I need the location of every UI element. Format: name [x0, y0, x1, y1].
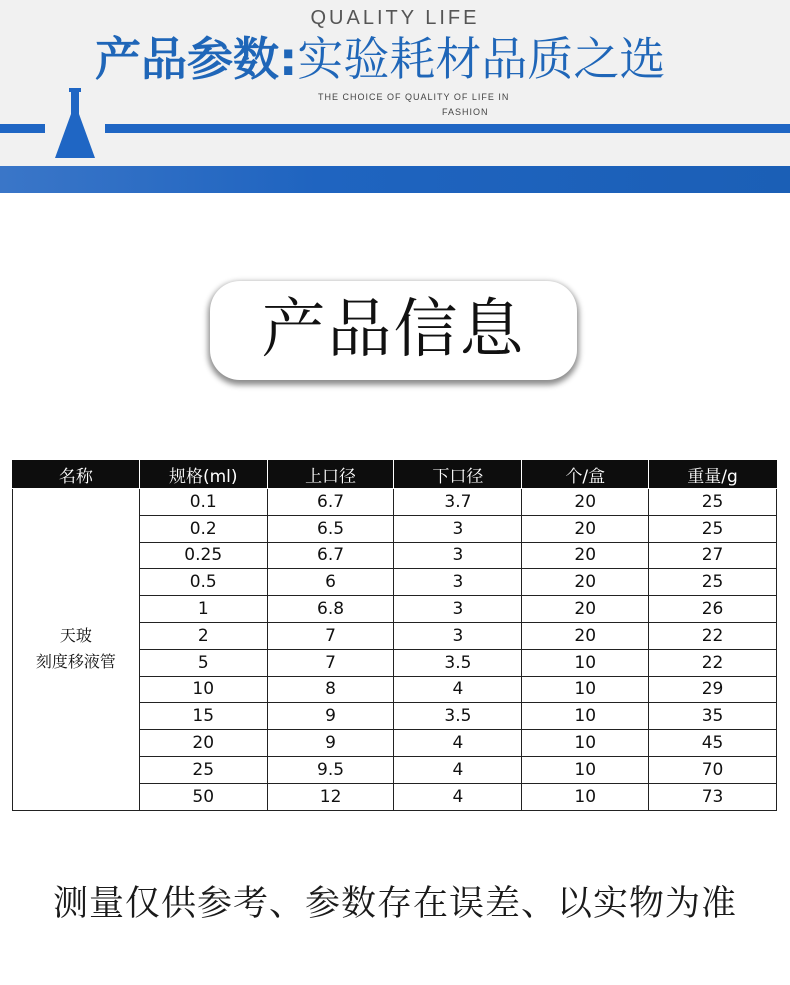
column-header-spec: 规格(ml) — [139, 461, 267, 489]
cell-weight: 25 — [649, 489, 777, 516]
cell-per-box: 10 — [522, 676, 649, 703]
cell-bottom-diameter: 3 — [394, 596, 522, 623]
subtitle-line-2: FASHION — [442, 107, 489, 117]
cell-spec: 1 — [139, 596, 267, 623]
cell-spec: 0.5 — [139, 569, 267, 596]
cell-per-box: 10 — [522, 730, 649, 757]
cell-bottom-diameter: 4 — [394, 783, 522, 810]
cell-top-diameter: 7 — [267, 622, 394, 649]
cell-spec: 50 — [139, 783, 267, 810]
column-header-per-box: 个/盒 — [522, 461, 649, 489]
cell-per-box: 20 — [522, 569, 649, 596]
cell-top-diameter: 9.5 — [267, 756, 394, 783]
cell-weight: 22 — [649, 622, 777, 649]
header-banner — [0, 0, 790, 192]
cell-bottom-diameter: 4 — [394, 676, 522, 703]
cell-top-diameter: 6.8 — [267, 596, 394, 623]
product-name-line-1: 天玻 — [59, 626, 92, 646]
cell-top-diameter: 8 — [267, 676, 394, 703]
subtitle — [318, 90, 509, 120]
cell-top-diameter: 9 — [267, 730, 394, 757]
cell-bottom-diameter: 4 — [394, 730, 522, 757]
column-header-bottom-diameter: 下口径 — [394, 461, 522, 489]
cell-bottom-diameter: 3 — [394, 542, 522, 569]
cell-spec: 0.1 — [139, 489, 267, 516]
cell-spec: 15 — [139, 703, 267, 730]
cell-bottom-diameter: 4 — [394, 756, 522, 783]
cell-top-diameter: 6.7 — [267, 489, 394, 516]
cell-top-diameter: 12 — [267, 783, 394, 810]
cell-top-diameter: 6.5 — [267, 515, 394, 542]
flask-icon — [45, 88, 105, 160]
column-header-name: 名称 — [13, 461, 140, 489]
product-name-cell — [13, 489, 140, 811]
cell-spec: 2 — [139, 622, 267, 649]
cell-top-diameter: 9 — [267, 703, 394, 730]
cell-weight: 26 — [649, 596, 777, 623]
cell-per-box: 10 — [522, 756, 649, 783]
page-title-bold: 产品参数: — [95, 32, 298, 86]
product-name-line-2: 刻度移液管 — [35, 652, 116, 672]
cell-bottom-diameter: 3.5 — [394, 649, 522, 676]
section-heading: 产品信息 — [261, 293, 526, 367]
cell-bottom-diameter: 3.7 — [394, 489, 522, 516]
cell-weight: 73 — [649, 783, 777, 810]
cell-per-box: 10 — [522, 703, 649, 730]
cell-top-diameter: 6.7 — [267, 542, 394, 569]
cell-bottom-diameter: 3.5 — [394, 703, 522, 730]
page-title — [95, 31, 665, 87]
cell-weight: 27 — [649, 542, 777, 569]
table-header-row — [13, 461, 777, 489]
cell-weight: 29 — [649, 676, 777, 703]
spec-table — [12, 460, 777, 811]
cell-top-diameter: 6 — [267, 569, 394, 596]
tagline: QUALITY LIFE — [310, 7, 480, 29]
cell-weight: 45 — [649, 730, 777, 757]
cell-spec: 5 — [139, 649, 267, 676]
cell-weight: 70 — [649, 756, 777, 783]
cell-bottom-diameter: 3 — [394, 569, 522, 596]
cell-per-box: 10 — [522, 649, 649, 676]
cell-bottom-diameter: 3 — [394, 515, 522, 542]
cell-spec: 25 — [139, 756, 267, 783]
cell-spec: 0.25 — [139, 542, 267, 569]
cell-per-box: 20 — [522, 515, 649, 542]
table-row — [13, 489, 777, 516]
cell-spec: 0.2 — [139, 515, 267, 542]
table-body — [13, 489, 777, 811]
cell-spec: 20 — [139, 730, 267, 757]
cell-per-box: 10 — [522, 783, 649, 810]
cell-per-box: 20 — [522, 489, 649, 516]
cell-spec: 10 — [139, 676, 267, 703]
cell-weight: 25 — [649, 569, 777, 596]
disclaimer-note: 测量仅供参考、参数存在误差、以实物为准 — [52, 884, 737, 924]
page-title-light: 实验耗材品质之选 — [297, 32, 666, 86]
cell-weight: 35 — [649, 703, 777, 730]
column-header-weight: 重量/g — [649, 461, 777, 489]
cell-top-diameter: 7 — [267, 649, 394, 676]
cell-weight: 22 — [649, 649, 777, 676]
cell-per-box: 20 — [522, 596, 649, 623]
header-band — [0, 166, 790, 193]
cell-weight: 25 — [649, 515, 777, 542]
section-heading-pill — [210, 281, 577, 380]
cell-per-box: 20 — [522, 622, 649, 649]
cell-bottom-diameter: 3 — [394, 622, 522, 649]
cell-per-box: 20 — [522, 542, 649, 569]
subtitle-line-1: THE CHOICE OF QUALITY OF LIFE IN — [318, 92, 510, 102]
header-rule — [0, 124, 790, 133]
column-header-top-diameter: 上口径 — [267, 461, 394, 489]
